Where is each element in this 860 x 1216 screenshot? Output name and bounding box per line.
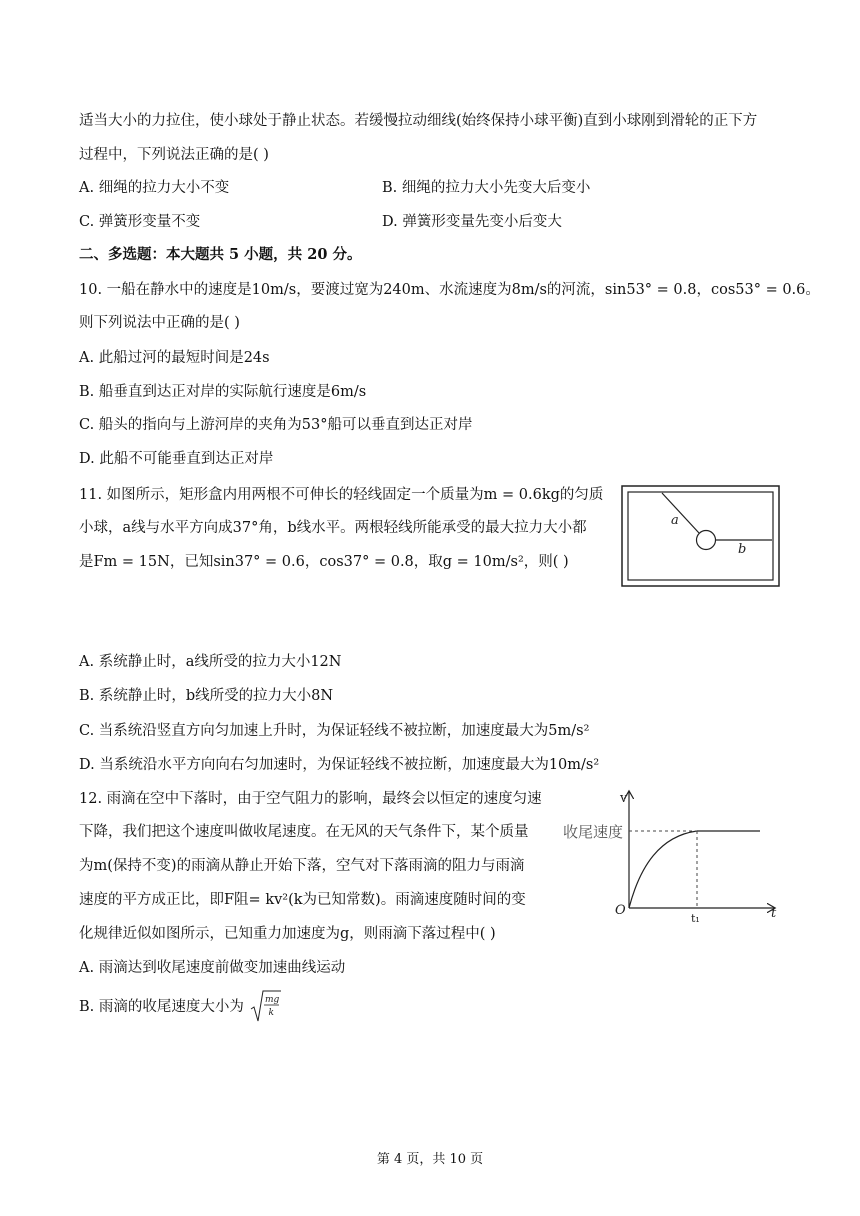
q10-stem-line1: 10. 一船在静水中的速度是10m/s，要渡过宽为240m、水流速度为8m/s的河流，sin53° = 0.8，cos53° = 0.6。 — [79, 282, 820, 298]
label-b: b — [738, 542, 747, 557]
q9-option-c: C. 弹簧形变量不变 — [79, 214, 201, 230]
section-heading: 二、多选题：本大题共 5 小题，共 20 分。 — [79, 246, 362, 263]
q12-stem-line3: 为m(保持不变)的雨滴从静止开始下落，空气对下落雨滴的阻力与雨滴 — [79, 858, 525, 874]
q9-option-a: A. 细绳的拉力大小不变 — [79, 180, 230, 196]
formula-numerator: mg — [265, 995, 280, 1005]
string-a — [662, 493, 699, 533]
q11-option-b: B. 系统静止时，b线所受的拉力大小8N — [79, 688, 334, 704]
q12-stem-line5: 化规律近似如图所示，已知重力加速度为g，则雨滴下落过程中( ) — [79, 926, 496, 942]
q12-option-b: B. 雨滴的收尾速度大小为 — [79, 999, 244, 1015]
origin-label: O — [615, 903, 626, 918]
q9-option-d: D. 弹簧形变量先变小后变大 — [382, 214, 562, 230]
q11-stem-line3: 是Fm = 15N，已知sin37° = 0.6，cos37° = 0.8，取g = 10m/s²，则( ) — [79, 554, 569, 570]
q12-stem-line2: 下降，我们把这个速度叫做收尾速度。在无风的天气条件下，某个质量 — [79, 824, 529, 840]
q10-option-b: B. 船垂直到达正对岸的实际航行速度是6m/s — [79, 384, 367, 400]
q10-option-c: C. 船头的指向与上游河岸的夹角为53°船可以垂直到达正对岸 — [79, 417, 473, 433]
ball — [697, 531, 716, 550]
t1-label: t₁ — [691, 912, 700, 925]
q10-option-a: A. 此船过河的最短时间是24s — [79, 350, 270, 366]
q9-stem-line1: 适当大小的力拉住，使小球处于静止状态。若缓慢拉动细线(始终保持小球平衡)直到小球刚到滑轮的正下方 — [79, 113, 758, 129]
q12-velocity-graph — [560, 786, 785, 926]
q9-option-b: B. 细绳的拉力大小先变大后变小 — [382, 180, 591, 196]
q9-stem-line2: 过程中，下列说法正确的是( ) — [79, 147, 269, 163]
q11-option-a: A. 系统静止时，a线所受的拉力大小12N — [79, 654, 342, 670]
q11-stem-line1: 11. 如图所示，矩形盒内用两根不可伸长的轻线固定一个质量为m = 0.6kg的匀质 — [79, 487, 604, 503]
v-axis-label: v — [620, 791, 628, 806]
q12-option-a: A. 雨滴达到收尾速度前做变加速曲线运动 — [79, 960, 346, 976]
q10-option-d: D. 此船不可能垂直到达正对岸 — [79, 451, 274, 467]
velocity-curve — [629, 831, 697, 908]
q12-stem-line4: 速度的平方成正比，即F阻= kv²(k为已知常数)。雨滴速度随时间的变 — [79, 892, 526, 908]
q11-option-d: D. 当系统沿水平方向向右匀加速时，为保证轻线不被拉断，加速度最大为10m/s² — [79, 757, 600, 773]
label-a: a — [671, 513, 679, 528]
sqrt-formula — [250, 989, 282, 1023]
q11-option-c: C. 当系统沿竖直方向匀加速上升时，为保证轻线不被拉断，加速度最大为5m/s² — [79, 723, 590, 739]
terminal-velocity-label: 收尾速度 — [563, 823, 624, 841]
q12-stem-line1: 12. 雨滴在空中下落时，由于空气阻力的影响，最终会以恒定的速度匀速 — [79, 791, 542, 807]
page-footer: 第 4 页，共 10 页 — [376, 1152, 484, 1167]
q11-stem-line2: 小球，a线与水平方向成37°角，b线水平。两根轻线所能承受的最大拉力大小都 — [79, 520, 587, 536]
formula-denominator: k — [268, 1008, 274, 1018]
q10-stem-line2: 则下列说法中正确的是( ) — [79, 315, 240, 331]
q11-box-figure — [621, 485, 781, 588]
t-axis-label: t — [771, 906, 777, 921]
